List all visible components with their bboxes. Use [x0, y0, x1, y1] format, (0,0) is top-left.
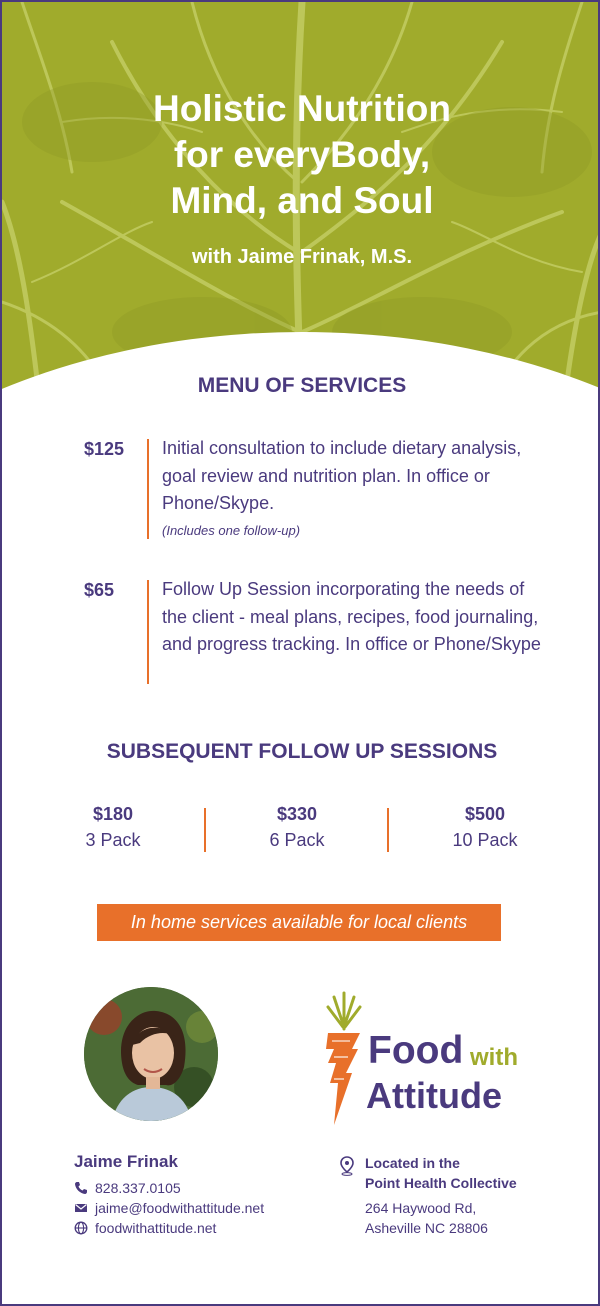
service-note: (Includes one follow-up) — [162, 523, 301, 538]
avatar — [84, 987, 218, 1121]
address-line: 264 Haywood Rd, — [365, 1200, 477, 1216]
phone-icon — [74, 1181, 88, 1195]
pack-price: $180 — [92, 804, 134, 824]
hero-banner — [2, 2, 600, 422]
menu-heading: MENU OF SERVICES — [197, 374, 407, 397]
pack-item — [217, 802, 377, 854]
address-line: Asheville NC 28806 — [365, 1220, 488, 1236]
food-with-attitude-logo — [320, 987, 560, 1132]
service-price: $65 — [84, 580, 115, 600]
location-title — [365, 1153, 517, 1193]
email-row — [74, 1198, 264, 1218]
phone-row — [74, 1178, 181, 1198]
page-title — [2, 86, 600, 224]
phone-number: 828.337.0105 — [95, 1180, 181, 1196]
followup-heading: SUBSEQUENT FOLLOW UP SESSIONS — [106, 740, 498, 763]
pack-item — [33, 802, 193, 854]
portrait-photo — [84, 987, 218, 1121]
service-description: Follow Up Session incorporating the needs of the client - meal plans, recipes, food journaling, and progress tracking. In office or Phone/Skype — [162, 579, 541, 654]
website-row — [74, 1218, 216, 1238]
globe-icon — [74, 1221, 88, 1235]
service-description: Initial consultation to include dietary analysis, goal review and nutrition plan. In office or Phone/Skype. — [162, 438, 522, 513]
pack-label: 6 Pack — [269, 830, 325, 850]
title-line: for everyBody, — [173, 134, 431, 175]
pack-price: $500 — [464, 804, 506, 824]
logo-text-attitude: Attitude — [366, 1075, 502, 1116]
logo-text-with: with — [470, 1044, 518, 1071]
location-address — [365, 1198, 488, 1238]
email-icon — [74, 1201, 88, 1215]
pack-label: 3 Pack — [85, 830, 141, 850]
page-subtitle: with Jaime Frinak, M.S. — [191, 246, 413, 268]
divider — [147, 580, 149, 684]
location-title-line: Located in the — [365, 1155, 460, 1171]
title-line: Holistic Nutrition — [152, 88, 452, 129]
pack-item — [405, 802, 565, 854]
pack-label: 10 Pack — [452, 830, 518, 850]
title-line: Mind, and Soul — [170, 180, 434, 221]
location-title-line: Point Health Collective — [365, 1175, 517, 1191]
divider — [387, 808, 389, 852]
location-pin-icon — [340, 1156, 354, 1176]
home-services-banner: In home services available for local clients — [97, 904, 501, 941]
website-url: foodwithattitude.net — [95, 1220, 217, 1236]
logo-text-food: Food — [368, 1029, 464, 1072]
service-price: $125 — [84, 439, 125, 459]
divider — [204, 808, 206, 852]
divider — [147, 439, 149, 539]
email-address: jaime@foodwithattitude.net — [95, 1200, 265, 1216]
contact-name: Jaime Frinak — [74, 1152, 178, 1171]
pack-price: $330 — [276, 804, 318, 824]
carrot-logo-icon — [320, 987, 368, 1132]
